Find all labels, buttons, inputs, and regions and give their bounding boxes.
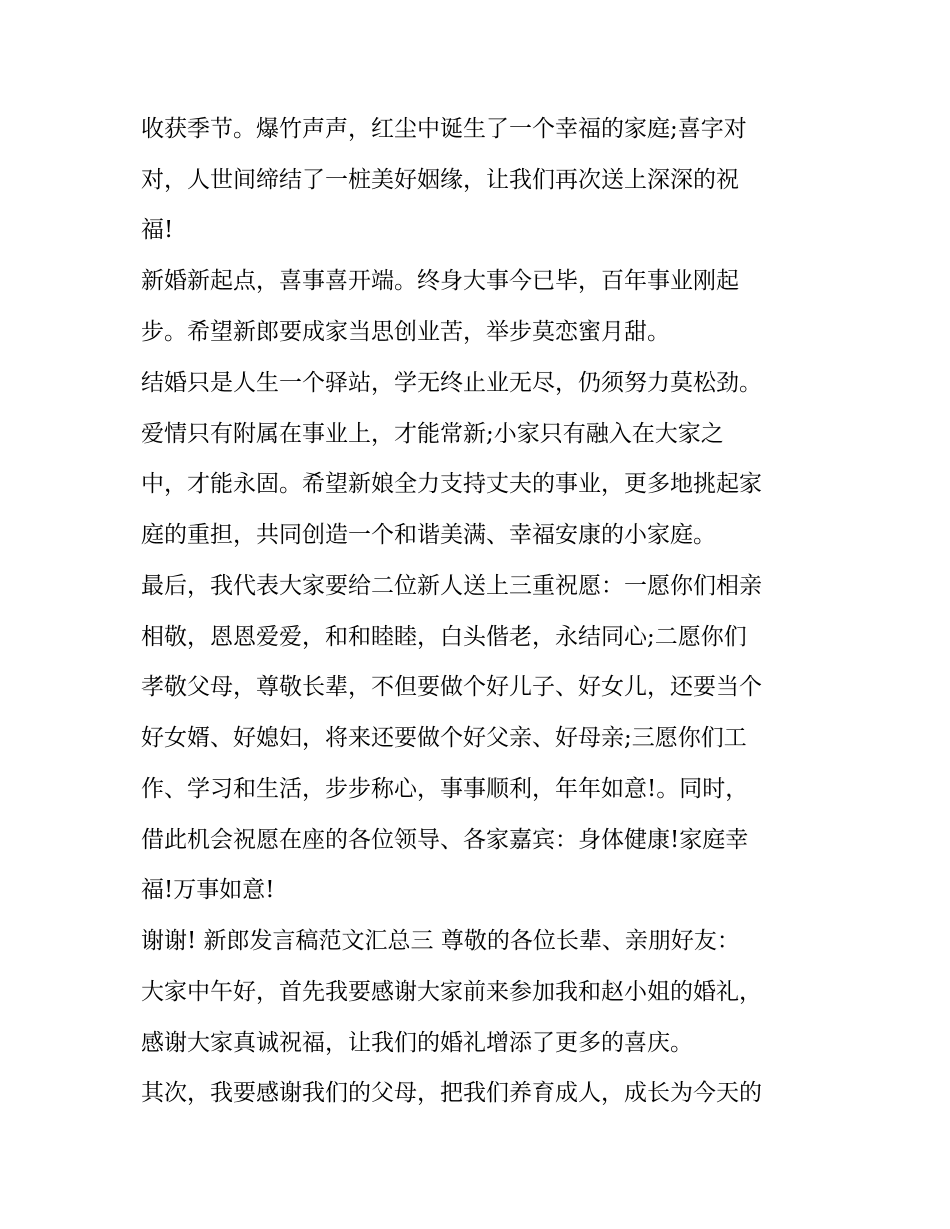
- text-line: 福!万事如意!: [141, 877, 275, 903]
- text-line: 步。希望新郎要成家当思创业苦，举步莫恋蜜月甜。: [141, 319, 670, 345]
- text-line: 作、学习和生活，步步称心，事事顺利，年年如意!。同时，: [141, 776, 749, 802]
- text-line: 孝敬父母，尊敬长辈，不但要做个好儿子、好女儿，还要当个: [141, 674, 762, 700]
- text-line: 谢谢! 新郎发言稿范文汇总三 尊敬的各位长辈、亲朋好友：: [141, 928, 740, 954]
- text-line: 中，才能永固。希望新娘全力支持丈夫的事业，更多地挑起家: [141, 471, 762, 497]
- text-line: 其次，我要感谢我们的父母，把我们养育成人，成长为今天的: [141, 1080, 762, 1106]
- text-line: 借此机会祝愿在座的各位领导、各家嘉宾：身体健康!家庭幸: [141, 827, 749, 853]
- text-line: 大家中午好，首先我要感谢大家前来参加我和赵小姐的婚礼，: [141, 979, 762, 1005]
- text-line: 结婚只是人生一个驿站，学无终止业无尽，仍须努力莫松劲。: [141, 370, 762, 396]
- text-line: 收获季节。爆竹声声，红尘中诞生了一个幸福的家庭;喜字对: [141, 116, 747, 142]
- text-line: 相敬，恩恩爱爱，和和睦睦，白头偕老，永结同心;二愿你们: [141, 624, 747, 650]
- text-line: 爱情只有附属在事业上，才能常新;小家只有融入在大家之: [141, 421, 724, 447]
- text-line: 福!: [141, 217, 174, 243]
- text-line: 好女婿、好媳妇，将来还要做个好父亲、好母亲;三愿你们工: [141, 725, 747, 751]
- text-line: 感谢大家真诚祝福，让我们的婚礼增添了更多的喜庆。: [141, 1030, 693, 1056]
- text-line: 最后，我代表大家要给二位新人送上三重祝愿：一愿你们相亲: [141, 573, 762, 599]
- text-line: 新婚新起点，喜事喜开端。终身大事今已毕，百年事业刚起: [141, 268, 739, 294]
- text-line: 对，人世间缔结了一桩美好姻缘，让我们再次送上深深的祝: [141, 167, 739, 193]
- text-line: 庭的重担，共同创造一个和谐美满、幸福安康的小家庭。: [141, 522, 716, 548]
